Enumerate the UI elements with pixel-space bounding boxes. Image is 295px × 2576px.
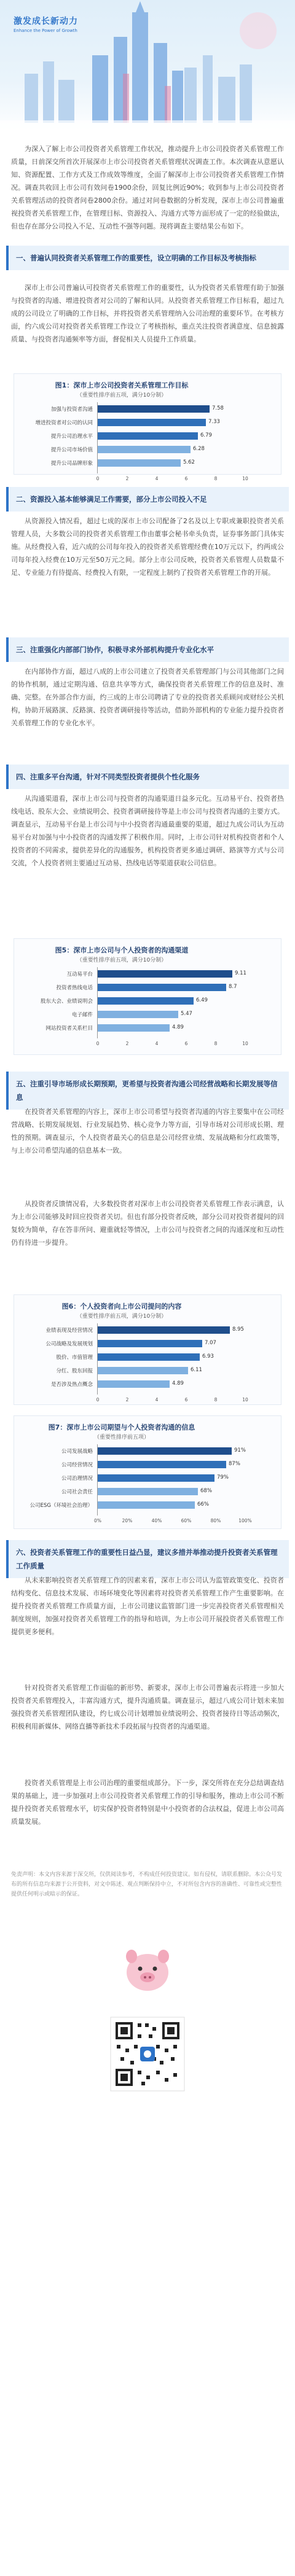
x-tick-label: 0% [94, 1518, 101, 1523]
section-4-heading: 四、注重多平台沟通，针对不同类型投资者提供个性化服务 [6, 765, 289, 789]
bar [98, 1501, 195, 1509]
bar-category-label: 分红、股东回报 [56, 1368, 93, 1374]
bar-category-label: 投资者热线电话 [56, 985, 93, 991]
x-tick-label: 4 [155, 1397, 159, 1403]
y-axis-line [97, 967, 98, 1038]
section-5-paragraph-1: 在投资者关系管理的内容上，深市上市公司希望与投资者沟通的内容主要集中在公司经营战略、长期发展规划、行业发展趋势、核心竞争力等方面，引导市场对公司形成长期、理性的预期。调查显示，个人投资者最关心的信息是公司经营业绩、发展战略和分红政策等，与上市公司希望沟通的信息基本一致。 [11, 1108, 284, 1154]
chart-expected-information [14, 1415, 281, 1529]
bar-row [14, 1380, 278, 1388]
section-6-paragraph-3: 投资者关系管理是上市公司治理的重要组成部分。下一步，深交所将在充分总结调查结果的基础上，进一步加强对上市公司投资者关系管理工作的引导和服务，推动上市公司不断提升投资者关系管理水平，切实保护投资者特别是中小投资者的合法权益，促进上市公司高质量发展。 [11, 1779, 284, 1826]
x-tick-label: 2 [125, 1397, 129, 1403]
bar-category-label: 提升公司治理水平 [50, 434, 93, 440]
y-axis-line [97, 1323, 98, 1395]
x-tick-label: 8 [214, 476, 218, 481]
bar-row [14, 997, 278, 1005]
x-tick-label: 0 [96, 1041, 100, 1046]
section-3-paragraph: 在内部协作方面，超过八成的上市公司建立了投资者关系管理部门与公司其他部门之间的协作机制，通过定期沟通、信息共享等方式，确保投资者关系管理工作的信息及时、准确、完整。在外部合作方面，约三成的上市公司聘请了专业的投资者关系顾问或财经公关机构，协助开展路演、反路演、投资者调研接待等活动，借助外部机构的专业能力提升投资者关系管理工作的专业化水平。 [11, 667, 284, 727]
bar-row [14, 1447, 278, 1455]
bar-row [14, 1366, 278, 1375]
y-axis-line [97, 1444, 98, 1516]
bar-value-label: 5.47 [181, 1011, 192, 1017]
x-tick-label: 10 [242, 1041, 248, 1046]
bar-row [14, 418, 278, 427]
section-6-heading: 六、投资者关系管理工作的重要性日益凸显，建议多措并举推动提升投资者关系管理工作质量 [6, 1540, 289, 1578]
x-tick-label: 0 [96, 1397, 100, 1403]
bar-category-label: 业绩表现及经营情况 [45, 1328, 93, 1334]
bar [98, 997, 194, 1005]
logo-subtitle: Enhance the Power of Growth [14, 28, 77, 33]
bar-row [14, 459, 278, 467]
x-tick-label: 6 [184, 476, 188, 481]
bar-value-label: 4.89 [172, 1380, 184, 1387]
x-tick-label: 2 [125, 476, 129, 481]
x-tick-label: 2 [125, 1041, 129, 1046]
bar [98, 419, 206, 426]
bar [98, 1326, 230, 1334]
chart-subtitle: （重要性排序前五项，满分10分制） [76, 392, 167, 399]
bar [98, 984, 226, 991]
bar-value-label: 87% [229, 1461, 240, 1467]
bar [98, 1461, 226, 1468]
bar [98, 1024, 170, 1032]
bar-row [14, 970, 278, 978]
bar [98, 459, 181, 467]
bar-category-label: 公司治理情况 [61, 1476, 93, 1482]
bar-category-label: 公司ESG（环境社会治理） [30, 1503, 93, 1509]
bar-value-label: 9.11 [235, 970, 246, 976]
bar-row [14, 1339, 278, 1348]
bar-row [14, 1326, 278, 1334]
bar-value-label: 8.7 [229, 984, 237, 990]
bar-row [14, 1010, 278, 1019]
section-6-paragraph-1: 从未来影响投资者关系管理工作的因素来看，深市上市公司认为监管政策变化、投资者结构变化、信息技术发展、市场环境变化等因素将对投资者关系管理工作产生重要影响。在提升投资者关系管理工作质量方面，上市公司建议监管部门进一步完善投资者关系管理相关制度规则，加强对投资者关系管理工作的指导和培训，为上市公司开展投资者关系管理工作提供更多便利。 [11, 1576, 284, 1636]
bar-category-label: 公司社会责任 [61, 1489, 93, 1495]
intro-paragraph: 为深入了解上市公司投资者关系管理工作状况，推动提升上市公司投资者关系管理工作质量，日前深交所首次开展深市上市公司投资者关系管理状况调查工作。本次调查从意愿认知、资源配置、工作方式及工作成效等维度，全面了解深市上市公司投资者关系管理工作情况。调查共收回上市公司有效问卷1900余份，回复比例近90%；收到参与上市公司投资者关系管理活动的投资者问卷2800余份。通过对问卷数据的分析发现，深市上市公司普遍重视投资者关系管理工作，在管理目标、资源投入、沟通方式等方面形成了一定的经验做法，但也存在部分公司投入不足、互动性不强等问题。现将调查主要结果公布如下。 [11, 145, 284, 230]
bar [98, 446, 191, 453]
bar-value-label: 6.49 [196, 997, 208, 1003]
x-tick-label: 60% [181, 1518, 192, 1523]
bar-row [14, 1474, 278, 1482]
chart-management-goals [14, 373, 281, 481]
section-3-heading: 三、注重强化内部部门协作，积极寻求外部机构提升专业化水平 [6, 637, 289, 662]
bar-value-label: 6.28 [193, 446, 205, 452]
x-tick-label: 10 [242, 476, 248, 481]
chart-title: 图1：深市上市公司投资者关系管理工作目标 [55, 381, 189, 389]
x-tick-label: 6 [184, 1397, 188, 1403]
bar-value-label: 68% [200, 1488, 212, 1494]
brand-logo [14, 15, 78, 33]
x-tick-label: 20% [122, 1518, 133, 1523]
x-tick-label: 4 [155, 476, 159, 481]
bar-row [14, 983, 278, 992]
chart-subtitle: （重要性排序前五项） [93, 1434, 149, 1441]
bar-category-label: 公司经营情况 [61, 1462, 93, 1468]
bar-row [14, 432, 278, 440]
bar-value-label: 4.89 [172, 1024, 184, 1030]
bar-category-label: 提升公司市场价值 [50, 447, 93, 453]
logo-title: 激发成长新动力 [14, 17, 78, 26]
bar [98, 432, 198, 440]
bar-value-label: 7.58 [212, 405, 224, 411]
qr-code-icon [98, 2014, 197, 2094]
bar-row [14, 405, 278, 413]
bar-row [14, 1501, 278, 1509]
chart-communication-channels [14, 938, 281, 1055]
bar [98, 1353, 200, 1361]
bar [98, 1367, 188, 1374]
chart-title: 图6：个人投资者向上市公司提问的内容 [61, 1302, 182, 1310]
bar [98, 1488, 198, 1495]
bar-value-label: 7.07 [205, 1340, 216, 1346]
bar-row [14, 1353, 278, 1361]
bar-category-label: 加强与投资者沟通 [50, 407, 93, 413]
bar-value-label: 6.93 [202, 1353, 214, 1360]
chart-investor-questions [14, 1294, 281, 1405]
y-axis-line [97, 402, 98, 473]
bar-category-label: 公司发展战略 [61, 1449, 93, 1455]
section-1-heading: 一、普遍认同投资者关系管理工作的重要性，设立明确的工作目标及考核指标 [6, 246, 289, 270]
bar-value-label: 7.33 [208, 419, 220, 425]
section-1-paragraph: 深市上市公司普遍认可投资者关系管理工作的重要性，认为投资者关系管理有助于加强与投资者的沟通、增进投资者对公司的了解和认同。从投资者关系管理工作目标看，超过九成的公司设立了明确的工作目标，并将投资者关系管理纳入公司治理的重要环节。在考核方面，约六成公司对投资者关系管理工作设立了考核指标，重点关注投资者满意度、信息披露质量、与投资者沟通频率等方面，督促相关人员提升工作质量。 [11, 284, 284, 343]
bar-category-label: 增进投资者对公司的认同 [35, 420, 93, 426]
header-banner [0, 0, 295, 135]
chart-title: 图5：深市上市公司与个人投资者的沟通渠道 [55, 946, 189, 954]
piggy-mascot-icon [117, 1940, 178, 1996]
bar-row [14, 1460, 278, 1469]
x-tick-label: 80% [210, 1518, 221, 1523]
section-6-paragraph-2: 针对投资者关系管理工作面临的新形势、新要求，深市上市公司普遍表示将进一步加大投资者关系管理投入，丰富沟通方式，提升沟通质量。调查显示，超过八成公司计划未来加强投资者关系管理团队建设，约七成公司计划增加业绩说明会、投资者接待日等活动频次，积极利用新媒体、网络直播等新技术手段拓展与投资者的沟通渠道。 [11, 1684, 284, 1730]
bar-category-label: 互动易平台 [66, 971, 93, 978]
x-tick-label: 10 [242, 1397, 248, 1403]
x-tick-label: 6 [184, 1041, 188, 1046]
x-tick-label: 8 [214, 1041, 218, 1046]
chart-subtitle: （重要性排序前五项，满分10分制） [76, 1313, 167, 1320]
bar-category-label: 股价、市值管理 [56, 1355, 93, 1361]
qr-code-block[interactable] [98, 2014, 197, 2094]
bar-category-label: 股东大会、业绩说明会 [40, 998, 93, 1005]
disclaimer: 免责声明：本文内容来源于深交所，仅供阅读参考，不构成任何投资建议。如有侵权，请联系删除。本公众号发布的所有信息均来源于公开资料，对文中陈述、观点判断保持中立，不对所包含内容的准确性、可靠性或完整性提供任何明示或暗示的保证。 [11, 1872, 283, 1897]
bar-category-label: 是否涉及热点概念 [50, 1382, 93, 1388]
x-tick-label: 100% [238, 1518, 252, 1523]
x-tick-label: 4 [155, 1041, 159, 1046]
bar-category-label: 网站投资者关系栏目 [45, 1025, 93, 1032]
bar-row [14, 1024, 278, 1032]
section-5-heading: 五、注重引导市场形成长期预期，更希望与投资者沟通公司经营战略和长期发展等信息 [6, 1072, 289, 1110]
bar-category-label: 电子邮件 [71, 1012, 93, 1018]
bar-value-label: 91% [234, 1447, 246, 1453]
bar [98, 1340, 202, 1347]
section-2-paragraph: 从资源投入情况看，超过七成的深市上市公司配备了2名及以上专职或兼职投资者关系管理人员，大多数公司的投资者关系管理工作由董事会秘书牵头负责，证券事务部门具体实施。从经费投入看，近六成的公司每年投入的投资者关系管理经费在10万元以下，约两成公司每年投入经费在10万元至50万元之间。部分上市公司反映，投资者关系管理人员数量不足、专业能力有待提高、经费投入有限，一定程度上制约了投资者关系管理工作的开展。 [11, 517, 284, 577]
section-5-paragraph-2: 从投资者反馈情况看，大多数投资者对深市上市公司投资者关系管理工作表示满意，认为上市公司能够及时回应投资者关切。但也有部分投资者反映，部分公司对投资者提问的回复较为简单，存在答非所问、避重就轻等情况，上市公司与投资者之间的沟通深度和互动性仍有待进一步提升。 [11, 1200, 284, 1247]
bar [98, 1011, 178, 1018]
x-tick-label: 8 [214, 1397, 218, 1403]
section-4-paragraph: 从沟通渠道看，深市上市公司与投资者的沟通渠道日益多元化。互动易平台、投资者热线电话、股东大会、业绩说明会、投资者调研接待等是上市公司与投资者沟通的主要方式。调查显示，互动易平台是上市公司与中小投资者沟通最重要的渠道，超过九成公司认为互动易平台对加强与中小投资者的沟通发挥了积极作用。同时，上市公司针对机构投资者和个人投资者的不同需求，提供差异化的沟通服务，机构投资者更多通过调研、路演等方式与公司交流，个人投资者则主要通过互动易、热线电话等渠道获取公司信息。 [11, 795, 284, 867]
bar-value-label: 8.95 [232, 1326, 244, 1333]
bar [98, 1447, 232, 1455]
chart-subtitle: （重要性排序前五项，满分10分制） [76, 957, 167, 963]
bar-value-label: 5.62 [183, 459, 195, 465]
bar-category-label: 提升公司品牌形象 [50, 461, 93, 467]
bar-value-label: 6.11 [191, 1367, 202, 1373]
section-2-heading: 二、资源投入基本能够满足工作需要，部分上市公司投入不足 [6, 487, 289, 512]
bar-value-label: 79% [217, 1474, 229, 1481]
bar-value-label: 6.79 [200, 432, 212, 438]
bar-row [14, 1487, 278, 1496]
bar-value-label: 66% [197, 1501, 209, 1508]
x-tick-label: 40% [151, 1518, 162, 1523]
x-tick-label: 0 [96, 476, 100, 481]
bar [98, 970, 232, 978]
bar-category-label: 公司战略及发展规划 [45, 1341, 93, 1347]
bar [98, 405, 210, 413]
bar-row [14, 445, 278, 454]
bar [98, 1474, 214, 1482]
chart-title: 图7：深市上市公司期望与个人投资者沟通的信息 [48, 1423, 195, 1431]
bar [98, 1380, 170, 1388]
